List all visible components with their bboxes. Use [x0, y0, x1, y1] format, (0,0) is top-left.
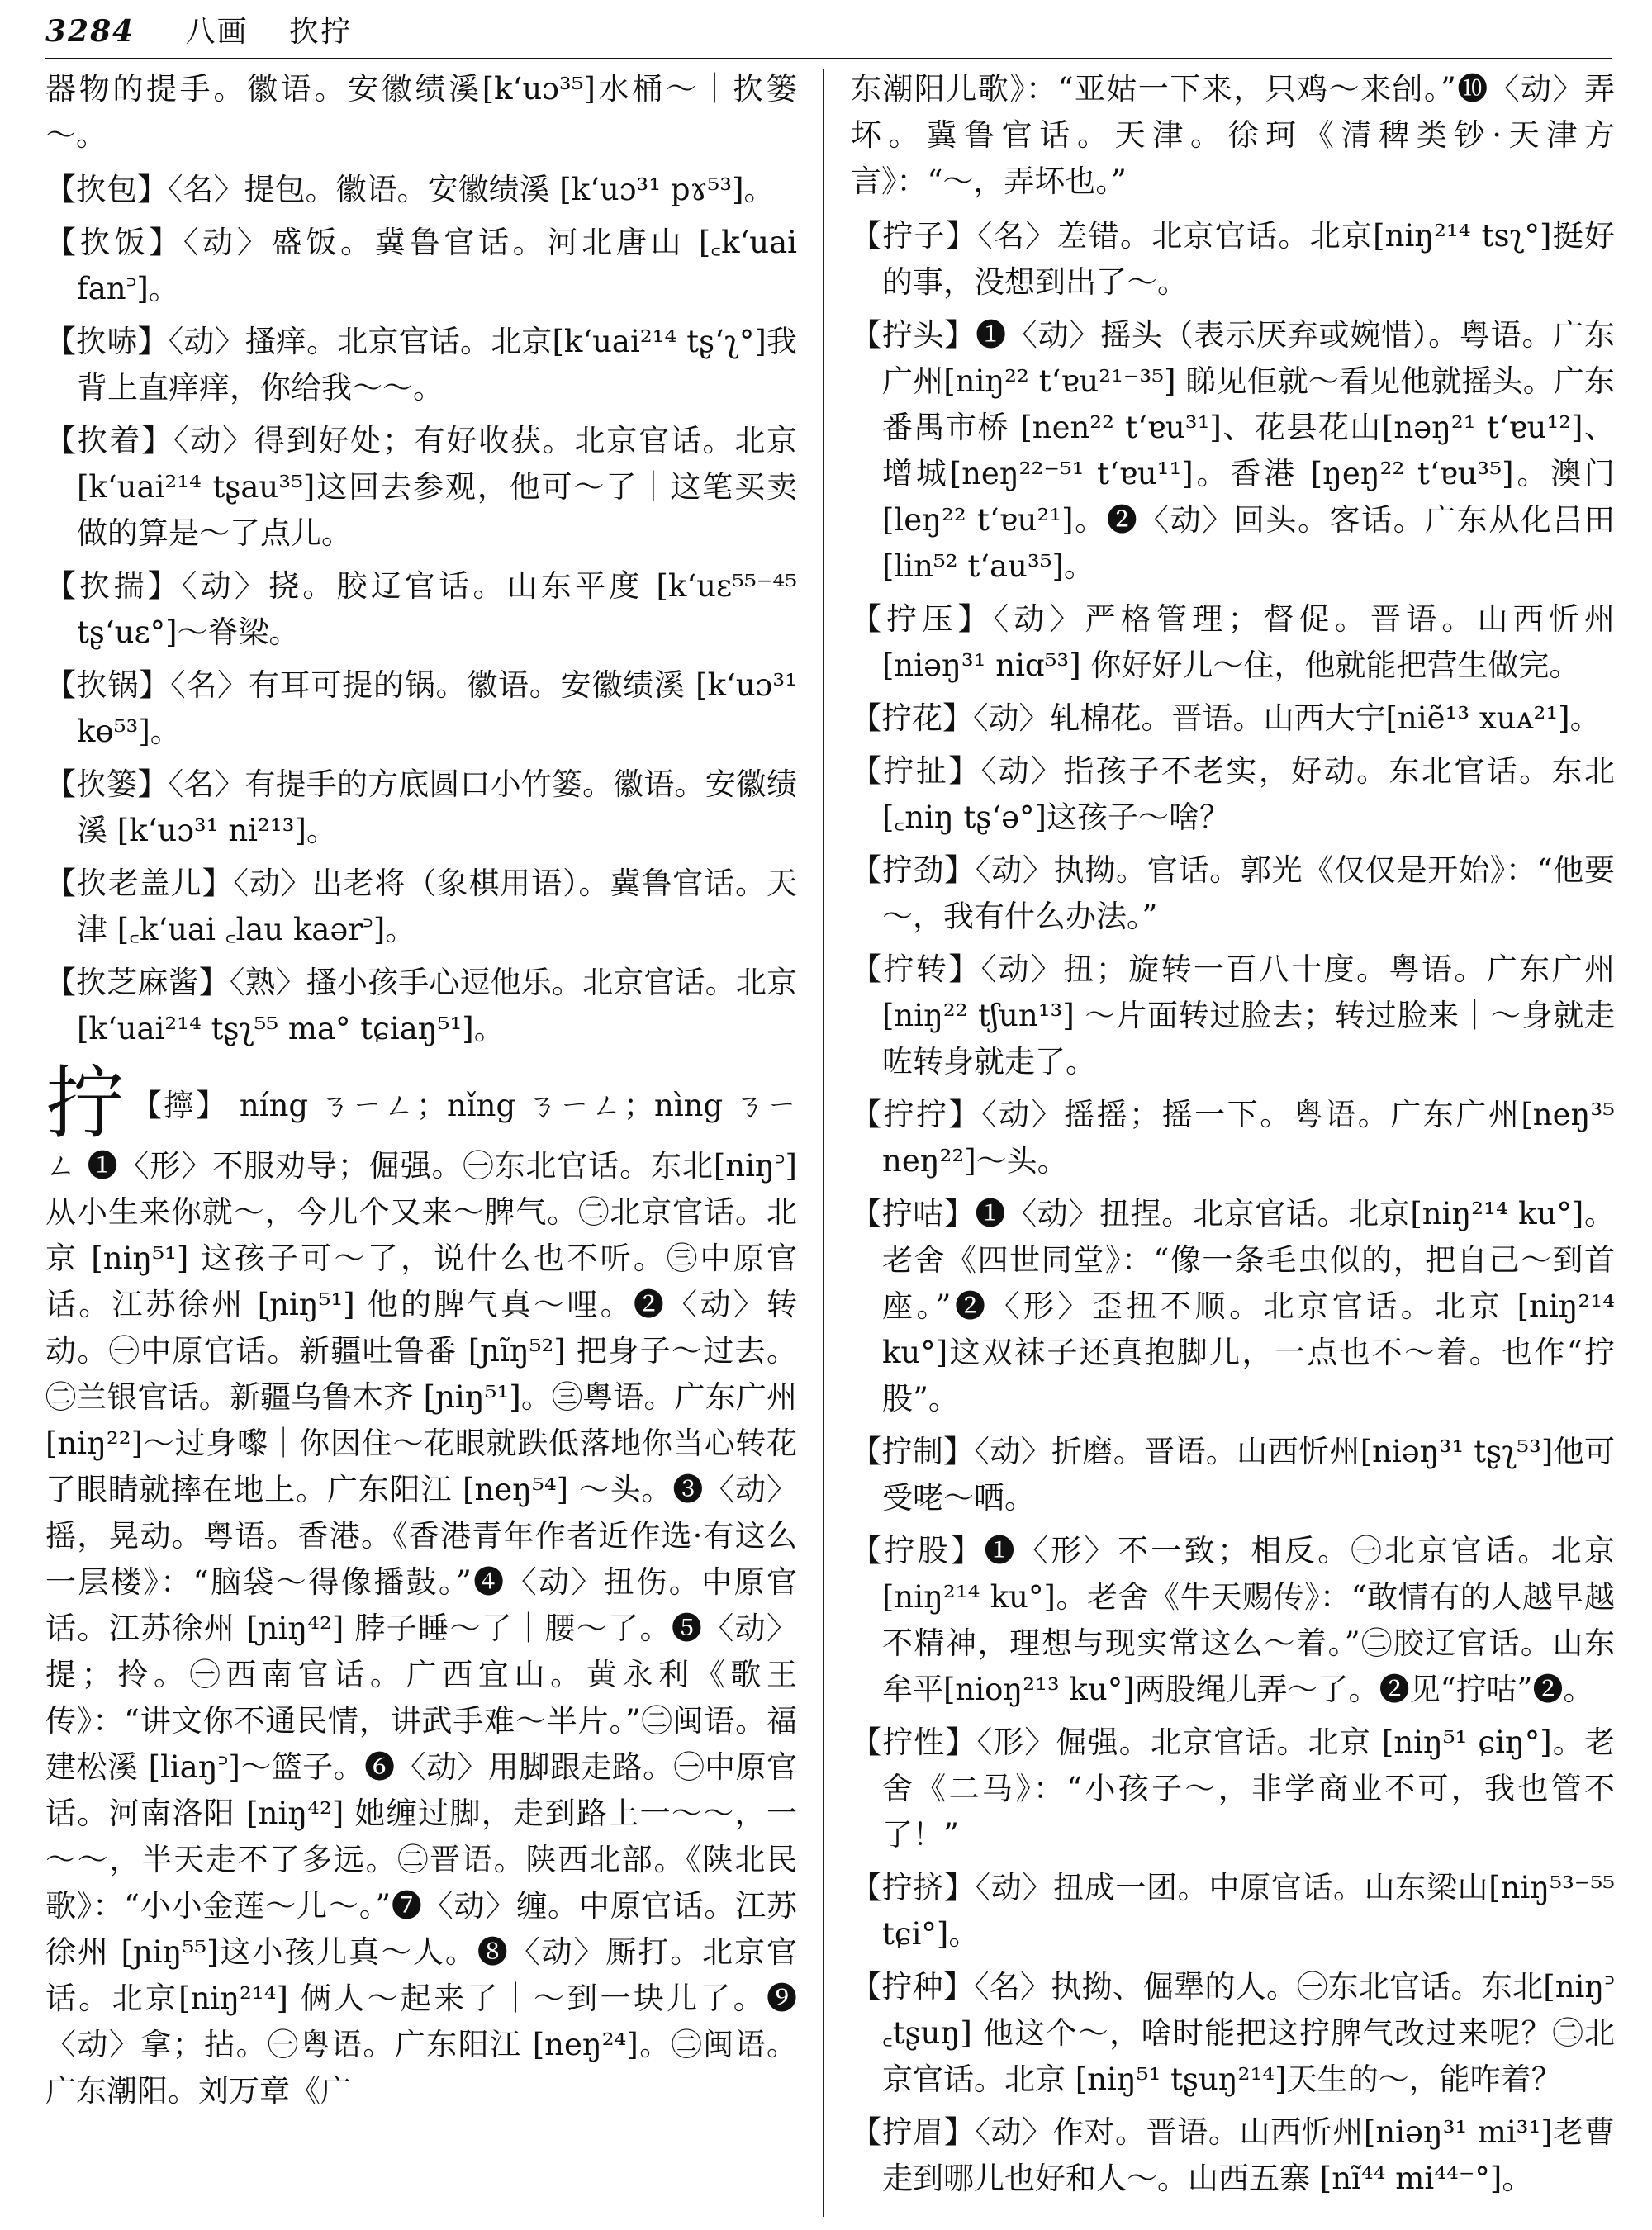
- dictionary-entry: 【拧转】〈动〉扭；旋转一百八十度。粤语。广东广州 [niŋ²² tʃun¹³] ～片面转过脸去；转过脸来｜～身就走咗转身就走了。: [851, 951, 1615, 1079]
- entry-continuation: 器物的提手。徽语。安徽绩溪[kʻuɔ³⁵]水桶～｜扻篓～。: [45, 71, 797, 153]
- dictionary-entry: 【扻锅】〈名〉有耳可提的锅。徽语。安徽绩溪 [kʻuɔ³¹ kɵ⁵³]。: [45, 667, 797, 749]
- header-characters: 扻拧: [289, 15, 353, 49]
- entry-continuation: 东潮阳儿歌》：“亚姑一下来，只鸡～来刣。”❿〈动〉弄坏。冀鲁官话。天津。徐珂《清稗类钞·天津方言》：“～，弄坏也。”: [851, 71, 1615, 199]
- dictionary-entry: 【扻饭】〈动〉盛饭。冀鲁官话。河北唐山 [꜀kʻuai fan꜄]。: [45, 225, 797, 306]
- left-column: [45, 66, 797, 2121]
- dictionary-entry: 【拧性】〈形〉倔强。北京官话。北京 [niŋ⁵¹ ɕiŋ°]。老舍《二马》：“小孩子～，非学商业不可，我也管不了！”: [851, 1725, 1615, 1853]
- dictionary-entry: 【扻老盖儿】〈动〉出老将（象棋用语）。冀鲁官话。天津 [꜀kʻuai ꜀lau kaər꜄]。: [45, 866, 797, 947]
- headword-entry: [45, 1057, 798, 2114]
- dictionary-entry: 【拧压】〈动〉严格管理；督促。晋语。山西忻州 [niəŋ³¹ niɑ⁵³] 你好好儿～住，他就能把营生做完。: [851, 601, 1615, 683]
- running-header: [45, 8, 352, 50]
- dictionary-entry: 【拧股】❶〈形〉不一致；相反。㊀北京官话。北京 [niŋ²¹⁴ ku°]。老舍《牛天赐传》：“敢情有的人越早越不精神，理想与现实常这么～着。”㊁胶辽官话。山东牟平[nioŋ²¹³ ku°]两股绳儿弄～了。❷见“拧咕”❷。: [851, 1533, 1615, 1707]
- dictionary-entry: 【拧制】〈动〉折磨。晋语。山西忻州[niəŋ³¹ tʂʅ⁵³]他可受咾～哂。: [851, 1434, 1615, 1516]
- headword-character: 拧: [45, 1057, 127, 1150]
- dictionary-entry: 【拧劲】〈动〉执拗。官话。郭光《仅仅是开始》：“他要～，我有什么办法。”: [851, 852, 1615, 934]
- dictionary-entry: 【扻哧】〈动〉搔痒。北京官话。北京[kʻuai²¹⁴ tʂʻʅ°]我背上直痒痒，你给我～～。: [45, 324, 797, 406]
- dictionary-entry: 【拧子】〈名〉差错。北京官话。北京[niŋ²¹⁴ tsʅ°]挺好的事，没想到出了～。: [851, 218, 1615, 300]
- dictionary-entry: 【拧咕】❶〈动〉扭捏。北京官话。北京[niŋ²¹⁴ ku°]。老舍《四世同堂》：“像一条毛虫似的，把自己～到首座。”❷〈形〉歪扭不顺。北京官话。北京 [niŋ²¹⁴ ku°]这双袜子还真抱脚儿，一点也不～着。也作“拧股”。: [851, 1196, 1615, 1416]
- page-number: 3284: [45, 14, 135, 49]
- dictionary-entry: 【扻着】〈动〉得到好处；有好收获。北京官话。北京[kʻuai²¹⁴ tʂau³⁵]这回去参观，他可～了｜这笔买卖做的算是～了点儿。: [45, 423, 797, 551]
- section-label: 八画: [185, 15, 249, 49]
- dictionary-entry: 【拧扯】〈动〉指孩子不老实，好动。东北官话。东北 [꜀niŋ tʂʻə°]这孩子～啥？: [851, 753, 1615, 835]
- dictionary-entry: 【拧拧】〈动〉摇摇；摇一下。粤语。广东广州[neŋ³⁵ neŋ²²]～头。: [851, 1097, 1615, 1179]
- header-rule: [45, 58, 1612, 59]
- dictionary-entry: 【扻芝麻酱】〈熟〉搔小孩手心逗他乐。北京官话。北京 [kʻuai²¹⁴ tʂʅ⁵⁵ ma° tɕiaŋ⁵¹]。: [45, 965, 797, 1046]
- right-column: [851, 66, 1615, 2209]
- dictionary-entry: 【拧种】〈名〉执拗、倔犟的人。㊀东北官话。东北[niŋ꜄ ꜀tʂuŋ] 他这个～，啥时能把这拧脾气改过来呢？㊁北京官话。北京 [niŋ⁵¹ tʂuŋ²¹⁴]天生的～，能咋着？: [851, 1969, 1615, 2097]
- dictionary-entry: 【拧头】❶〈动〉摇头（表示厌弃或婉惜）。粤语。广东广州[niŋ²² tʻɐu²¹⁻³⁵] 睇见佢就～看见他就摇头。广东番禺市桥 [nen²² tʻɐu³¹]、花县花山[nəŋ²¹ tʻɐu¹²]、增城[neŋ²²⁻⁵¹ tʻɐu¹¹]。香港 [ŋeŋ²² tʻɐu³⁵]。澳门 [leŋ²² tʻɐu²¹]。❷〈动〉回头。客话。广东从化吕田 [lin⁵² tʻau³⁵]。: [851, 317, 1615, 584]
- dictionary-entry: 【拧花】〈动〉轧棉花。晋语。山西大宁[niẽ¹³ xuᴀ²¹]。: [851, 700, 1601, 736]
- dictionary-entry: 【扻包】〈名〉提包。徽语。安徽绩溪 [kʻuɔ³¹ pɤ⁵³]。: [45, 172, 775, 207]
- dictionary-entry: 【扻揣】〈动〉挠。胶辽官话。山东平度 [kʻuɛ⁵⁵⁻⁴⁵ tʂʻuɛ°]～脊梁。: [45, 568, 797, 650]
- column-divider: [823, 69, 824, 2217]
- dictionary-entry: 【拧眉】〈动〉作对。晋语。山西忻州[niəŋ³¹ mi³¹]老曹走到哪儿也好和人～。山西五寨 [nĩ⁴⁴ mi⁴⁴⁻°]。: [851, 2114, 1615, 2196]
- dictionary-entry: 【扻篓】〈名〉有提手的方底圆口小竹篓。徽语。安徽绩溪 [kʻuɔ³¹ ni²¹³]。: [45, 766, 797, 848]
- dictionary-entry: 【拧挤】〈动〉扭成一团。中原官话。山东梁山[niŋ⁵³⁻⁵⁵ tɕi°]。: [851, 1870, 1615, 1952]
- headword-entry-text: 【擰】 níng ㄋㄧㄥ；nǐng ㄋㄧㄥ；nìng ㄋㄧㄥ ❶〈形〉不服劝导；倔强。㊀东北官话。东北[niŋ꜄]从小生来你就～，今儿个又来～脾气。㊁北京官话。北京 [niŋ⁵¹] 这孩子可～了，说什么也不听。㊂中原官话。江苏徐州 [ɲiŋ⁵¹] 他的脾气真～哩。❷〈动〉转动。㊀中原官话。新疆吐鲁番 [ɲĩŋ⁵²] 把身子～过去。㊁兰银官话。新疆乌鲁木齐 [ɲiŋ⁵¹]。㊂粤语。广东广州 [niŋ²²]～过身嚟｜你因住～花眼就跌低落地你当心转花了眼睛就摔在地上。广东阳江 [neŋ⁵⁴] ～头。❸〈动〉摇，晃动。粤语。香港。《香港青年作者近作选·有这么一层楼》：“脑袋～得像播鼓。”❹〈动〉扭伤。中原官话。江苏徐州 [ɲiŋ⁴²] 脖子睡～了｜腰～了。❺〈动〉提；拎。㊀西南官话。广西宜山。黄永利《歌王传》：“讲文你不通民情，讲武手难～半片。”㊁闽语。福建松溪 [liaŋ꜄]～篮子。❻〈动〉用脚跟走路。㊀中原官话。河南洛阳 [niŋ⁴²] 她缠过脚，走到路上一～～，一～～，半天走不了多远。㊁晋语。陕西北部。《陕北民歌》：“小小金莲～儿～。”❼〈动〉缠。中原官话。江苏徐州 [ɲiŋ⁵⁵]这小孩儿真～人。❽〈动〉厮打。北京官话。北京[niŋ²¹⁴] 俩人～起来了｜～到一块儿了。❾〈动〉拿；拈。㊀粤语。广东阳江 [neŋ²⁴]。㊁闽语。广东潮阳。刘万章《广: [45, 1088, 798, 2109]
